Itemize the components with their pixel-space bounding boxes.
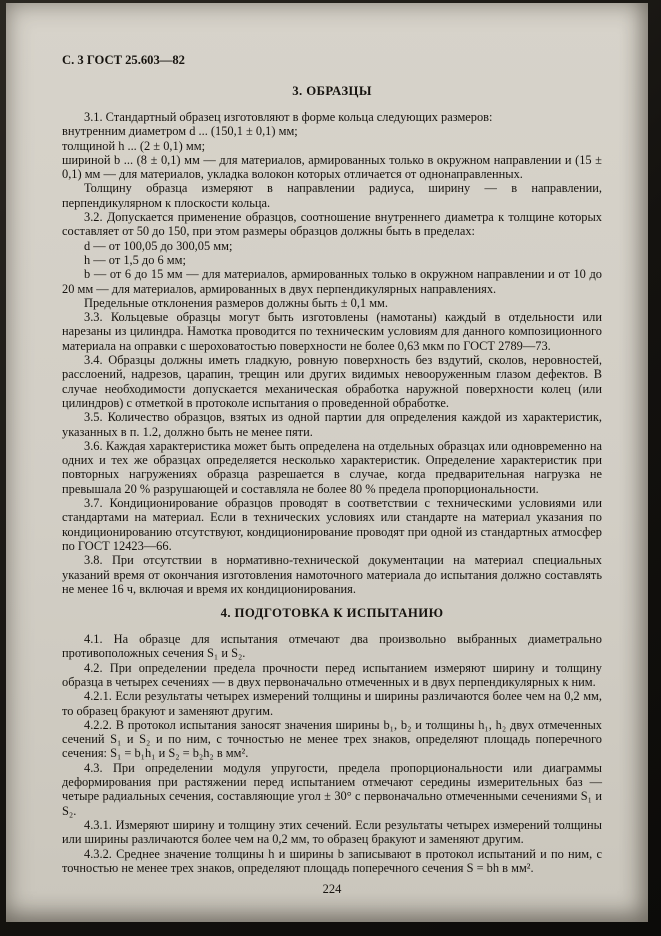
para-4-3-2: 4.3.2. Среднее значение толщины h и ширины b записывают в протокол испытаний и по ним, с точностью не менее трех знаков, определяют площадь поперечного сечения S = bh в мм². (62, 846, 602, 875)
spec-thickness-line: толщиной h ... (2 ± 0,1) мм; (62, 138, 206, 153)
para-3-2: 3.2. Допускается применение образцов, соотношение внутреннего диаметра к толщине которых составляет от 50 до 150, при этом размеры образцов должны быть в пределах: (62, 210, 602, 239)
range-b-line: b — от 6 до 15 мм — для материалов, армированных только в окружном направлении и от 10 до 20 мм — для материалов, армированных в двух перпендикулярных направлениях. (62, 267, 602, 296)
section-4-title: 4. ПОДГОТОВКА К ИСПЫТАНИЮ (220, 606, 444, 621)
document-page (6, 3, 648, 922)
para-4-2-2: 4.2.2. В протокол испытания заносят значения ширины b₁, b₂ и толщины h₁, h₂ двух отмеченных сечений S₁ и S₂ и по ним, с точностью не менее трех знаков, определяют площадь поперечного сечения: S₁ = b₁h₁ и S₂ = b₂h₂ в мм². (62, 717, 602, 761)
para-4-3-1: 4.3.1. Измеряют ширину и толщину этих сечений. Если результаты четырех измерений толщины или ширины различаются более чем на 0,2 мм, то образец бракуют и заменяют другим. (62, 817, 602, 847)
para-3-1: 3.1. Стандартный образец изготовляют в форме кольца следующих размеров: (84, 110, 493, 124)
spec-width-line: шириной b ... (8 ± 0,1) мм — для материалов, армированных только в окружном направлении и (15 ± 0,1) мм — для материалов, укладка волокон которых отличается от однонаправленных. (62, 152, 602, 182)
para-3-7: 3.7. Кондиционирование образцов проводят в соответствии с техническими условиями или стандартами на материал. Если в технических условиях или стандарте на материал указания по кондиционированию отсутствуют, кондиционирование проводят при одной из стандартных атмосфер по ГОСТ 12423—66. (62, 496, 602, 553)
para-3-5: 3.5. Количество образцов, взятых из одной партии для определения каждой из характеристик, указанных в п. 1.2, должно быть не менее пяти. (62, 410, 602, 439)
section-3-title: 3. ОБРАЗЦЫ (292, 84, 372, 98)
range-h-line: h — от 1,5 до 6 мм; (84, 252, 186, 267)
page-number: 224 (322, 882, 342, 897)
para-deviations: Предельные отклонения размеров должны быть ± 0,1 мм. (84, 295, 388, 310)
para-3-3: 3.3. Кольцевые образцы могут быть изготовлены (намотаны) каждый в отдельности или нарезаны из цилиндра. Намотка проводится по техническим условиям для данного композиционного материала на оправки с шероховатостью поверхности не более 0,63 мкм по ГОСТ 2789—73. (62, 310, 602, 353)
para-4-3: 4.3. При определении модуля упругости, предела пропорциональности или диаграммы деформирования при растяжении перед испытанием отмечают середины измерительных баз — четыре радиальных сечения, составляющие угол ± 30° с первоначально отмеченными сечениями S₁ и S₂. (62, 760, 602, 818)
para-3-6: 3.6. Каждая характеристика может быть определена на отдельных образцах или одновременно на одних и тех же образцах определяется несколько характеристик. Определение характеристик при повторных нагружениях образца разрешается в случае, когда предварительная нагрузка не превышала 20 % разрушающей и составляла не более 80 % предела пропорциональности. (62, 438, 602, 496)
para-4-2: 4.2. При определении предела прочности перед испытанием измеряют ширину и толщину образца в четырех сечениях — в двух первоначально отмеченных и в двух перпендикулярных к ним. (62, 660, 602, 689)
para-3-8: 3.8. При отсутствии в нормативно-технической документации на материал специальных указаний время от окончания изготовления намоточного материала до испытания должно составлять не менее 16 ч, включая и время их кондиционирования. (62, 553, 602, 596)
para-4-1: 4.1. На образце для испытания отмечают два произвольно выбранных диаметрально противоположных сечения S₁ и S₂. (62, 632, 602, 661)
running-header: С. 3 ГОСТ 25.603—82 (62, 53, 185, 67)
spec-inner-diameter-line: внутренним диаметром d ... (150,1 ± 0,1) мм; (62, 124, 298, 139)
para-4-2-1: 4.2.1. Если результаты четырех измерений толщины и ширины различаются более чем на 0,2 мм, то образец бракуют и заменяют другим. (62, 689, 602, 718)
para-3-4: 3.4. Образцы должны иметь гладкую, ровную поверхность без вздутий, сколов, неровностей, расслоений, надрезов, царапин, трещин или других видимых невооруженным глазом дефектов. В случае необходимости допускается механическая обработка наружной поверхности колец (или цилиндров) с отметкой в протоколе испытания о проведенной обработке. (62, 353, 602, 410)
range-d-line: d — от 100,05 до 300,05 мм; (84, 238, 233, 253)
para-thickness-measure: Толщину образца измеряют в направлении радиуса, ширину — в направлении, перпендикулярном к плоскости кольца. (62, 181, 602, 210)
